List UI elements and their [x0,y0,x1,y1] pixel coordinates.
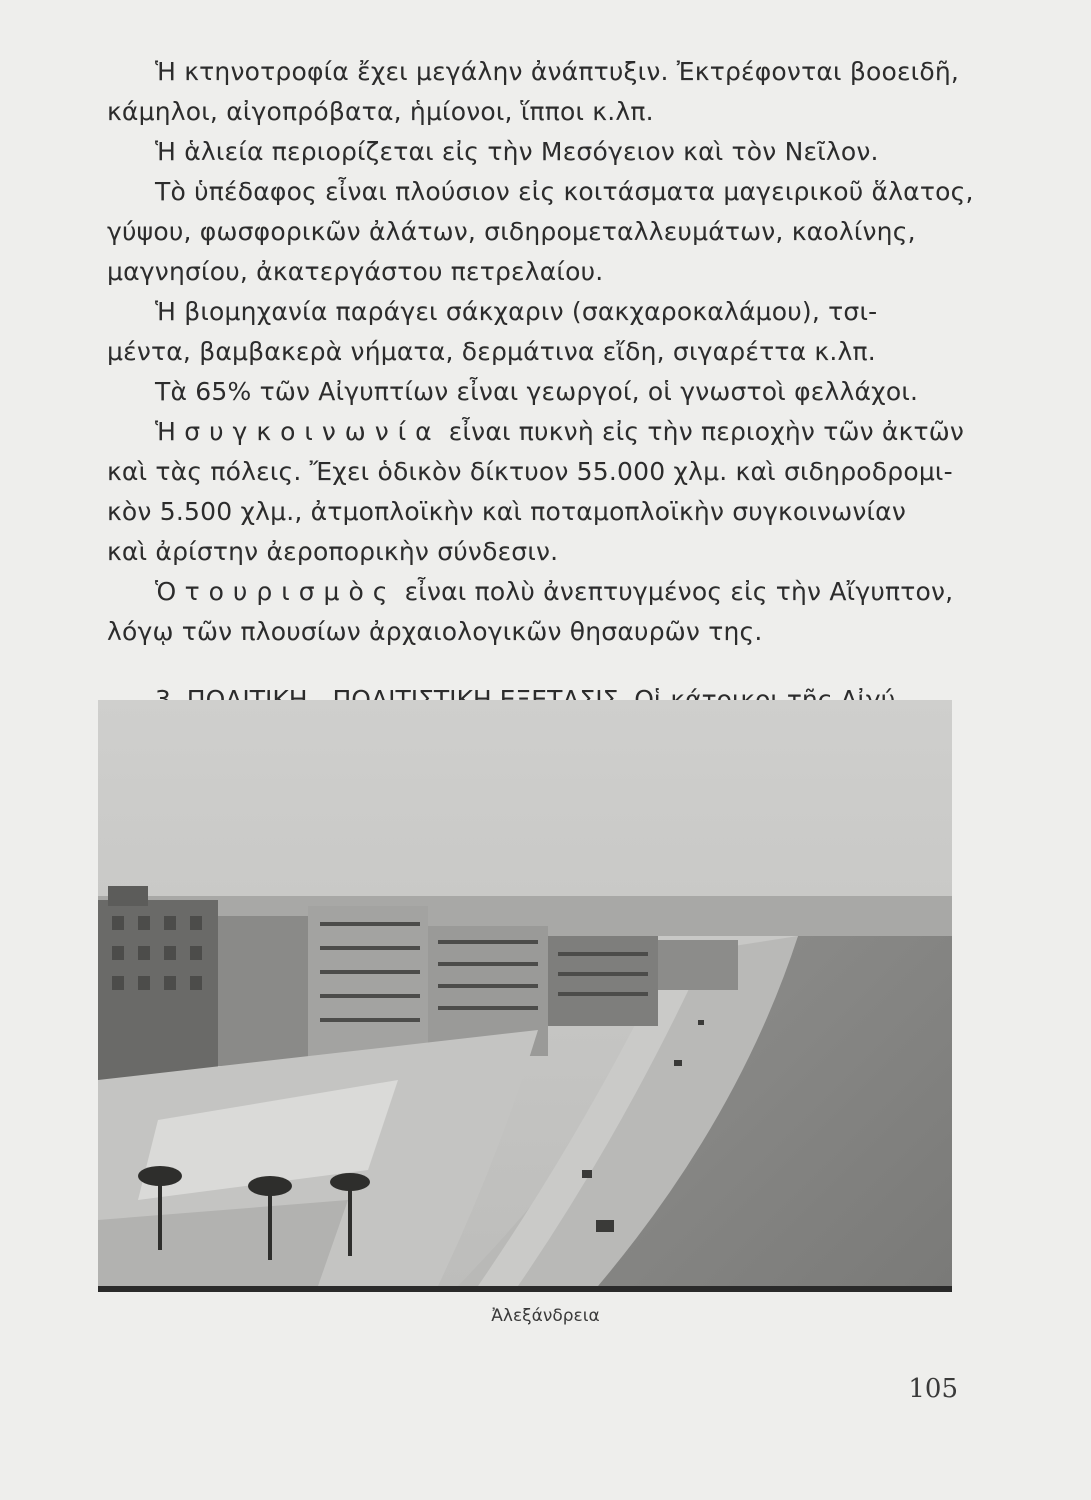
text-line: καὶ ἀρίστην ἀεροπορικὴν σύνδεσιν. [107,537,559,566]
communication-line [107,412,965,452]
text-line: Τὸ ὑπέδαφος εἶναι πλούσιον εἰς κοιτάσματα μαγειρικοῦ ἅλατος, [155,177,974,206]
communication-prefix: Ἡ [155,417,185,446]
text-line: Τὰ 65% τῶν Αἰγυπτίων εἶναι γεωργοί, οἱ γνωστοὶ φελλάχοι. [155,377,919,406]
tourism-rest: εἶναι πολὺ ἀνεπτυγμένος εἰς τὴν Αἴγυπτον, [396,577,954,606]
tourism-line [107,572,953,612]
page-number: 105 [908,1374,958,1404]
text-line: Ἡ βιομηχανία παράγει σάκχαριν (σακχαροκαλάμου), τσι- [155,297,878,326]
text-line: γύψου, φωσφορικῶν ἀλάτων, σιδηρομεταλλευμάτων, καολίνης, [107,217,916,246]
text-line: μαγνησίου, ἀκατεργάστου πετρελαίου. [107,257,604,286]
text-line: Ἡ ἁλιεία περιορίζεται εἰς τὴν Μεσόγειον καὶ τὸν Νεῖλον. [155,137,879,166]
alexandria-photo [98,700,952,1292]
text-line: μέντα, βαμβακερὰ νήματα, δερμάτινα εἴδη, σιγαρέττα κ.λπ. [107,337,876,366]
communication-rest: εἶναι πυκνὴ εἰς τὴν περιοχὴν τῶν ἀκτῶν [440,417,965,446]
photo-caption: Ἀλεξάνδρεια [491,1306,600,1326]
text-line: κὸν 5.500 χλμ., ἀτμοπλοϊκὴν καὶ ποταμοπλοϊκὴν συγκοινωνίαν [107,497,907,526]
text-line: λόγῳ τῶν πλουσίων ἀρχαιολογικῶν θησαυρῶν της. [107,617,763,646]
alexandria-photo-image [98,700,952,1286]
text-line: Ἡ κτηνοτροφία ἔχει μεγάλην ἀνάπτυξιν. Ἐκτρέφονται βοοειδῆ, [155,57,960,86]
text-line: κάμηλοι, αἰγοπρόβατα, ἡμίονοι, ἵπποι κ.λπ. [107,97,654,126]
text-line: καὶ τὰς πόλεις. Ἔχει ὁδικὸν δίκτυον 55.000 χλμ. καὶ σιδηροδρομι- [107,457,953,486]
communication-keyword: συγκοινωνία [184,417,441,446]
body-text [107,52,974,720]
tourism-keyword: τουρισμὸς [184,577,397,606]
tourism-prefix: Ὁ [155,577,185,606]
